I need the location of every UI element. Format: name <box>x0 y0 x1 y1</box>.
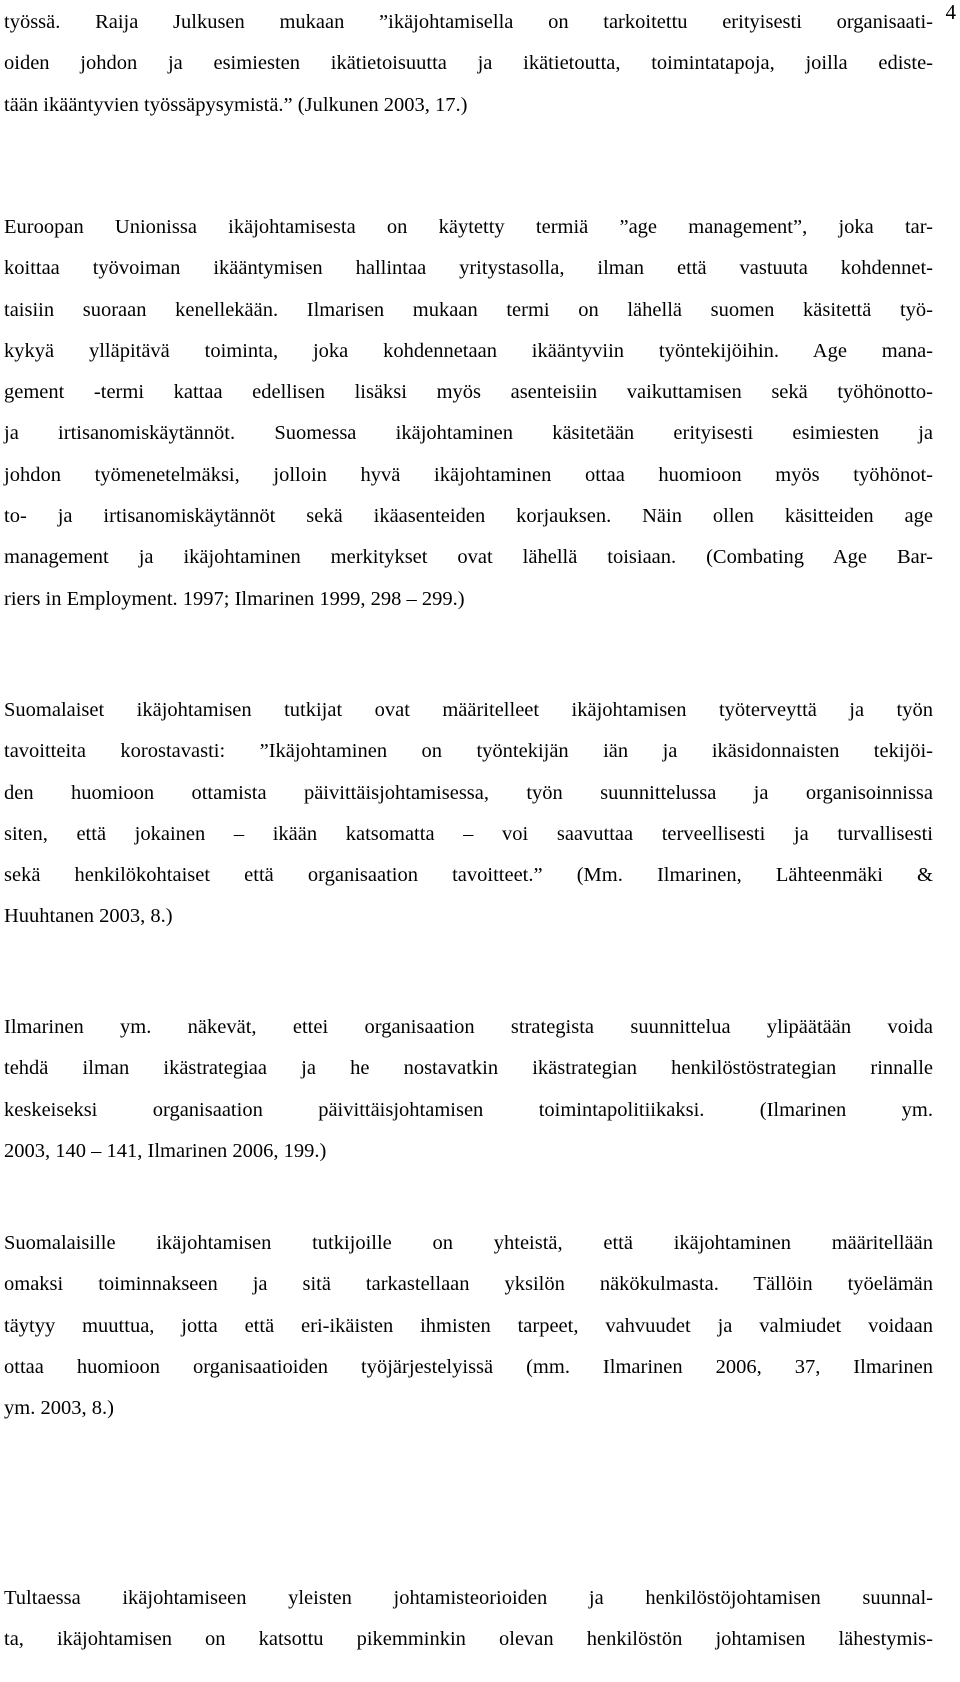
page-number: 4 <box>945 0 956 24</box>
text-line: to- ja irtisanomiskäytännöt sekä ikäasenteiden korjauksen. Näin ollen käsitteiden age <box>4 505 933 528</box>
text-line: johdon työmenetelmäksi, jolloin hyvä ikäjohtaminen ottaa huomioon myös työhönot- <box>4 463 933 486</box>
text-line: taisiin suoraan kenellekään. Ilmarisen mukaan termi on lähellä suomen käsitettä työ- <box>4 298 933 321</box>
text-line: täytyy muuttua, jotta että eri-ikäisten ihmisten tarpeet, vahvuudet ja valmiudet voidaan <box>4 1314 933 1337</box>
text-line: Ilmarinen ym. näkevät, ettei organisaation strategista suunnittelua ylipäätään voida <box>4 1016 933 1038</box>
text-line: tään ikääntyvien työssäpysymistä.” (Julkunen 2003, 17.) <box>4 93 468 116</box>
text-line: tavoitteita korostavasti: ”Ikäjohtaminen on työntekijän iän ja ikäsidonnaisten tekijöi- <box>4 740 933 763</box>
paragraph-4 <box>4 1007 933 1172</box>
text-line: tehdä ilman ikästrategiaa ja he nostavatkin ikästrategian henkilöstöstrategian rinnalle <box>4 1057 933 1080</box>
text-line: ta, ikäjohtamisen on katsottu pikemminkin olevan henkilöstön johtamisen lähestymis- <box>4 1628 933 1651</box>
text-line: kykyä ylläpitävä toiminta, joka kohdennetaan ikääntyviin työntekijöihin. Age mana- <box>4 339 933 362</box>
text-line: Suomalaiset ikäjohtamisen tutkijat ovat määritelleet ikäjohtamisen työterveyttä ja työn <box>4 699 933 721</box>
text-line: keskeiseksi organisaation päivittäisjohtamisen toimintapolitiikaksi. (Ilmarinen ym. <box>4 1098 933 1121</box>
text-line: ym. 2003, 8.) <box>4 1397 114 1420</box>
text-line: Suomalaisille ikäjohtamisen tutkijoille on yhteistä, että ikäjohtaminen määritellään <box>4 1232 933 1254</box>
text-line: riers in Employment. 1997; Ilmarinen 1999, 298 – 299.) <box>4 587 465 610</box>
text-line: oiden johdon ja esimiesten ikätietoisuutta ja ikätietoutta, toimintatapoja, joilla ediste- <box>4 52 933 75</box>
text-line: den huomioon ottamista päivittäisjohtamisessa, työn suunnittelussa ja organisoinnissa <box>4 781 933 804</box>
paragraph-2 <box>4 207 933 620</box>
paragraph-5 <box>4 1223 933 1429</box>
text-line: ottaa huomioon organisaatioiden työjärjestelyissä (mm. Ilmarinen 2006, 37, Ilmarinen <box>4 1355 933 1378</box>
text-line: Euroopan Unionissa ikäjohtamisesta on käytetty termiä ”age management”, joka tar- <box>4 216 933 238</box>
text-line: gement -termi kattaa edellisen lisäksi myös asenteisiin vaikuttamisen sekä työhönotto- <box>4 381 933 404</box>
text-line: 2003, 140 – 141, Ilmarinen 2006, 199.) <box>4 1139 327 1162</box>
text-line: Huuhtanen 2003, 8.) <box>4 905 173 928</box>
text-line: ja irtisanomiskäytännöt. Suomessa ikäjohtaminen käsitetään erityisesti esimiesten ja <box>4 422 933 445</box>
text-line: työssä. Raija Julkusen mukaan ”ikäjohtamisella on tarkoitettu erityisesti organisaati- <box>4 11 933 33</box>
text-line: omaksi toiminnakseen ja sitä tarkastellaan yksilön näkökulmasta. Tällöin työelämän <box>4 1273 933 1296</box>
text-line: Tultaessa ikäjohtamiseen yleisten johtamisteorioiden ja henkilöstöjohtamisen suunnal- <box>4 1587 933 1609</box>
text-line: siten, että jokainen – ikään katsomatta – voi saavuttaa terveellisesti ja turvallisesti <box>4 822 933 845</box>
text-line: sekä henkilökohtaiset että organisaation tavoitteet.” (Mm. Ilmarinen, Lähteenmäki & <box>4 864 933 887</box>
paragraph-3 <box>4 690 933 938</box>
text-line: koittaa työvoiman ikääntymisen hallintaa yritystasolla, ilman että vastuuta kohdennet- <box>4 257 933 280</box>
text-line: management ja ikäjohtaminen merkitykset ovat lähellä toisiaan. (Combating Age Bar- <box>4 546 933 569</box>
paragraph-1 <box>4 2 933 126</box>
paragraph-6 <box>4 1578 933 1661</box>
